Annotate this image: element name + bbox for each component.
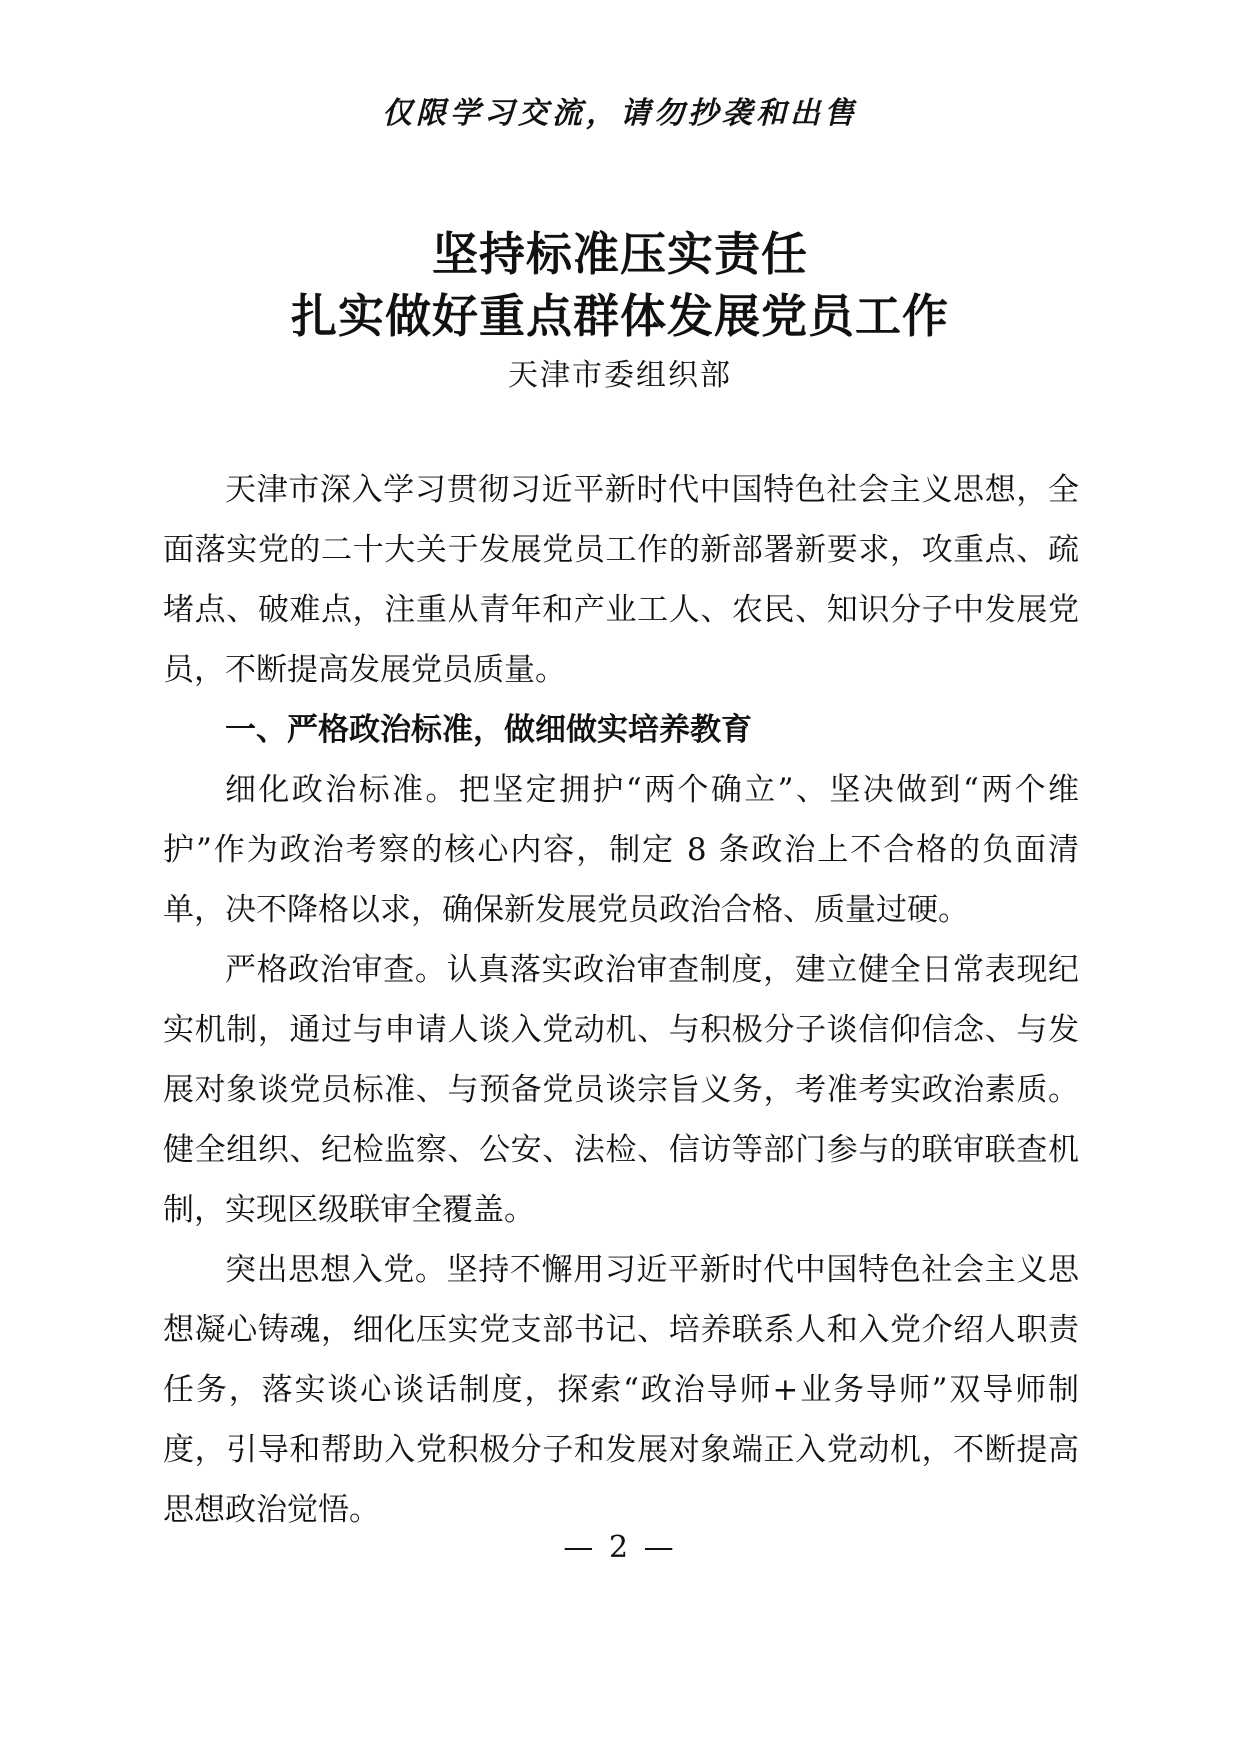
intro-paragraph: 天津市深入学习贯彻习近平新时代中国特色社会主义思想，全面落实党的二十大关于发展党员工作的新部署新要求，攻重点、疏堵点、破难点，注重从青年和产业工人、农民、知识分子中发展党员，不断提高发展党员质量。 [163,472,1079,688]
body-paragraph: 突出思想入党。坚持不懈用习近平新时代中国特色社会主义思想凝心铸魂，细化压实党支部书记、培养联系人和入党介绍人职责任务，落实谈心谈话制度，探索“政治导师+业务导师”双导师制度，引导和帮助入党积极分子和发展对象端正入党动机，不断提高思想政治觉悟。 [163,1252,1079,1528]
page-number: — 2 — [563,1530,677,1565]
header-notice: 仅限学习交流，请勿抄袭和出售 [382,96,858,131]
body-paragraph: 严格政治审查。认真落实政治审查制度，建立健全日常表现纪实机制，通过与申请人谈入党动机、与积极分子谈信仰信念、与发展对象谈党员标准、与预备党员谈宗旨义务，考准考实政治素质。健全组织、纪检监察、公安、法检、信访等部门参与的联审联查机制，实现区级联审全覆盖。 [163,952,1079,1228]
document-title-line-2: 扎实做好重点群体发展党员工作 [291,289,949,343]
section-heading: 一、严格政治标准，做细做实培养教育 [225,712,752,748]
body-paragraph: 细化政治标准。把坚定拥护“两个确立”、坚决做到“两个维护”作为政治考察的核心内容，制定 8 条政治上不合格的负面清单，决不降格以求，确保新发展党员政治合格、质量过硬。 [163,772,1079,928]
document-title-line-1: 坚持标准压实责任 [432,227,808,281]
document-author: 天津市委组织部 [508,358,732,393]
document-body [163,460,1079,1540]
